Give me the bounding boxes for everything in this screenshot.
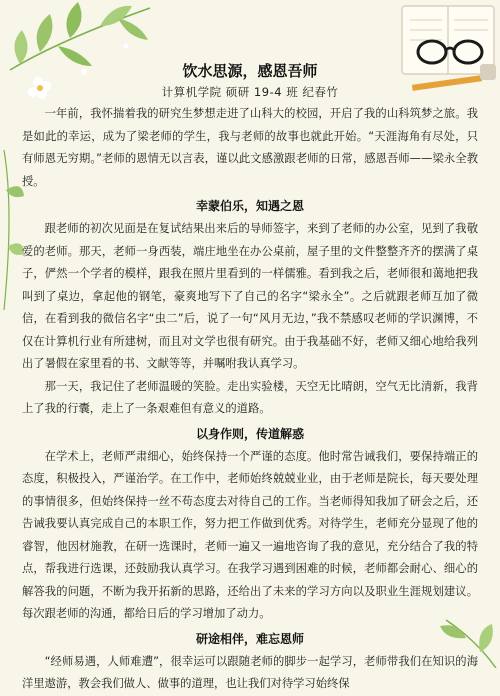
- section-heading: 以身作则，传道解惑: [195, 426, 304, 441]
- article-body: [22, 103, 478, 696]
- section-heading: 幸蒙伯乐，知遇之恩: [195, 199, 304, 213]
- body-paragraph: 跟老师的初次见面是在复试结果出来后的导师签字，来到了老师的办公室，见到了我敬爱的老师。那天，老师一身西装，端庄地坐在办公桌前，屋子里的文件整整齐齐的摆满了桌子，俨然一个学者的模样，跟我在照片里看到的一样儒雅。看到我之后，老师很和蔼地把我叫到了桌边，拿起他的钢笔，豪爽地写下了自己的名字“梁永全”。之后就跟老师互加了微信，在看到我的微信名字“虫二”后，说了一句“风月无边，”我不禁感叹老师的学识渊博，不仅在计算机行业有所建树，而且对文学也很有研究。由于我基础不好，老师又细心地给我列出了暑假在家里看的书、文献等等，并嘱咐我认真学习。: [22, 222, 478, 370]
- body-paragraph: 在学术上，老师严肃细心，始终保持一个严谨的态度。他时常告诫我们，要保持端正的态度，积极投入，严谨治学。在工作中，老师始终兢兢业业，由于老师是院长，每天要处理的事情很多，但始终保持一丝不苟态度去对待自己的工作。当老师得知我加了研会之后，还告诫我要认真完成自己的本职工作，努力把工作做到优秀。对待学生，老师充分显现了他的睿智，他因材施教，在研一选课时，老师一遍又一遍地咨询了我的意见，充分结合了我的特点，帮我进行选课，还鼓励我认真学习。在我学习遇到困难的时候，老师都会耐心、细心的解答我的问题，不断为我开拓新的思路，还给出了未来的学习方向以及职业生涯规划建议。每次跟老师的沟通，都给日后的学习增加了动力。: [22, 449, 478, 620]
- author-byline: 计算机学院 硕研 19-4 班 纪春竹: [161, 85, 339, 99]
- page-title: 饮水思源，感恩吾师: [182, 62, 318, 80]
- intro-paragraph: 一年前，我怀揣着我的研究生梦想走进了山科大的校园，开启了我的山科筑梦之旅。我是如此的幸运，成为了梁老师的学生，我与老师的故事也就此开始。“天涯海角有尽处，只有师恩无穷期。”老师的恩情无以言表，谨以此文感激跟老师的日常，感恩吾师——梁永全教授。: [22, 107, 478, 188]
- body-paragraph: 那一天，我记住了老师温暖的笑脸。走出实验楼，天空无比晴朗，空气无比清新，我背上了我的行囊，走上了一条艰难但有意义的道路。: [22, 379, 478, 415]
- section-heading: 研途相伴，难忘恩师: [195, 631, 304, 646]
- body-paragraph: “经师易遇，人师难遭”，很幸运可以跟随老师的脚步一起学习，老师带我们在知识的海洋里遨游，教会我们做人、做事的道理，也让我们对待学习始终保: [22, 654, 478, 690]
